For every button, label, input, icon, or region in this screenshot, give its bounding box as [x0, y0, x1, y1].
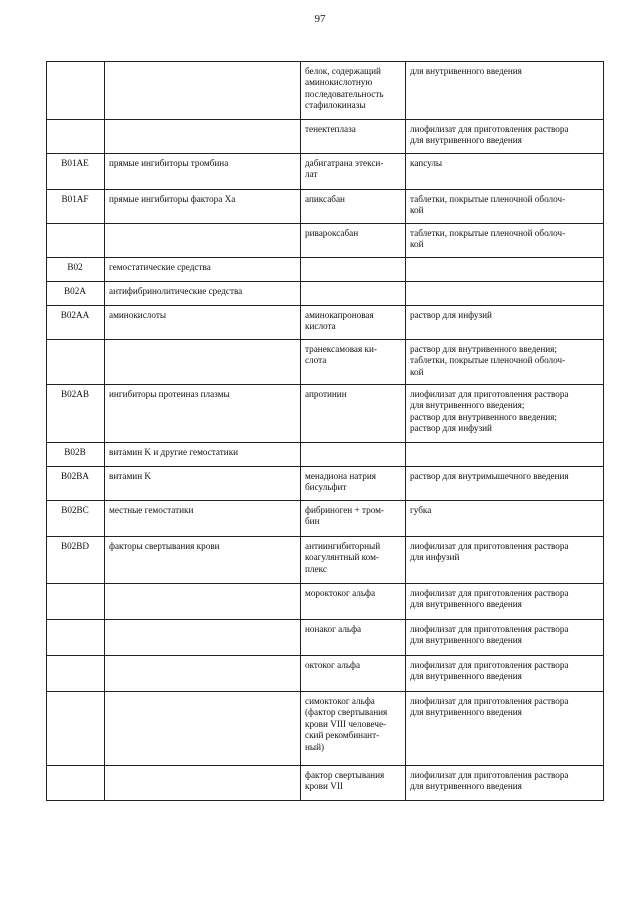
atc-group-cell: прямые ингибиторы тромбина	[105, 154, 301, 190]
dosage-form-cell: лиофилизат для приготовления раствора для внутривенного введения	[406, 656, 604, 692]
atc-group-cell	[105, 584, 301, 620]
table-row	[47, 692, 604, 766]
substance-cell: тенектеплаза	[301, 120, 406, 154]
table-row	[47, 766, 604, 801]
substance-cell: фибриноген + тром- бин	[301, 501, 406, 537]
dosage-form-cell	[406, 282, 604, 306]
atc-code-cell: B02A	[47, 282, 105, 306]
substance-cell: фактор свертывания крови VII	[301, 766, 406, 801]
table-row	[47, 385, 604, 443]
dosage-form-cell: губка	[406, 501, 604, 537]
substance-cell: белок, содержащий аминокислотную последовательность стафилокиназы	[301, 62, 406, 120]
atc-code-cell	[47, 656, 105, 692]
atc-group-cell	[105, 692, 301, 766]
atc-group-cell	[105, 224, 301, 258]
dosage-form-cell: лиофилизат для приготовления раствора для внутривенного введения	[406, 620, 604, 656]
page-number: 97	[314, 13, 326, 25]
atc-group-cell: гемостатические средства	[105, 258, 301, 282]
atc-group-cell	[105, 120, 301, 154]
atc-code-cell	[47, 62, 105, 120]
substance-cell: антиингибиторный коагулянтный ком- плекс	[301, 537, 406, 584]
dosage-form-cell: лиофилизат для приготовления раствора для внутривенного введения	[406, 584, 604, 620]
atc-code-cell: B02BD	[47, 537, 105, 584]
dosage-form-cell: таблетки, покрытые пленочной оболоч- кой	[406, 190, 604, 224]
atc-group-cell: прямые ингибиторы фактора Xa	[105, 190, 301, 224]
atc-code-cell: B02B	[47, 443, 105, 467]
atc-code-cell: B02	[47, 258, 105, 282]
table-row	[47, 537, 604, 584]
atc-code-cell: B02AB	[47, 385, 105, 443]
dosage-form-cell: лиофилизат для приготовления раствора для внутривенного введения; раствор для внутривенного введения; раствор для инфузий	[406, 385, 604, 443]
substance-cell	[301, 258, 406, 282]
dosage-form-cell: лиофилизат для приготовления раствора для внутривенного введения	[406, 766, 604, 801]
atc-group-cell	[105, 340, 301, 385]
substance-cell: апротинин	[301, 385, 406, 443]
atc-group-cell	[105, 656, 301, 692]
atc-code-cell: B01AF	[47, 190, 105, 224]
atc-group-cell: витамин K и другие гемостатики	[105, 443, 301, 467]
drug-table	[46, 61, 604, 801]
table-row	[47, 190, 604, 224]
table-row	[47, 306, 604, 340]
dosage-form-cell: таблетки, покрытые пленочной оболоч- кой	[406, 224, 604, 258]
dosage-form-cell: раствор для внутривенного введения; таблетки, покрытые пленочной оболоч- кой	[406, 340, 604, 385]
table-row	[47, 443, 604, 467]
substance-cell: дабигатрана этекси- лат	[301, 154, 406, 190]
dosage-form-cell: лиофилизат для приготовления раствора для внутривенного введения	[406, 120, 604, 154]
table-row	[47, 620, 604, 656]
table-row	[47, 501, 604, 537]
dosage-form-cell: лиофилизат для приготовления раствора для инфузий	[406, 537, 604, 584]
atc-group-cell	[105, 766, 301, 801]
substance-cell: ривароксабан	[301, 224, 406, 258]
substance-cell: октоког альфа	[301, 656, 406, 692]
atc-code-cell	[47, 692, 105, 766]
dosage-form-cell: капсулы	[406, 154, 604, 190]
atc-group-cell: антифибринолитические средства	[105, 282, 301, 306]
table-row	[47, 282, 604, 306]
atc-code-cell	[47, 120, 105, 154]
atc-code-cell	[47, 340, 105, 385]
table-row	[47, 154, 604, 190]
substance-cell: апиксабан	[301, 190, 406, 224]
atc-group-cell	[105, 62, 301, 120]
dosage-form-cell: раствор для инфузий	[406, 306, 604, 340]
substance-cell: мороктоког альфа	[301, 584, 406, 620]
dosage-form-cell: раствор для внутримышечного введения	[406, 467, 604, 501]
dosage-form-cell	[406, 443, 604, 467]
atc-code-cell: B02BA	[47, 467, 105, 501]
substance-cell	[301, 443, 406, 467]
atc-group-cell: ингибиторы протеиназ плазмы	[105, 385, 301, 443]
atc-group-cell: витамин K	[105, 467, 301, 501]
atc-code-cell: B02BC	[47, 501, 105, 537]
atc-code-cell	[47, 584, 105, 620]
table-row	[47, 584, 604, 620]
table-row	[47, 340, 604, 385]
substance-cell: менадиона натрия бисульфит	[301, 467, 406, 501]
substance-cell: нонаког альфа	[301, 620, 406, 656]
table-row	[47, 258, 604, 282]
substance-cell: аминокапроновая кислота	[301, 306, 406, 340]
atc-group-cell	[105, 620, 301, 656]
substance-cell: симоктоког альфа (фактор свертывания крови VIII человече- ский рекомбинант- ный)	[301, 692, 406, 766]
table-row	[47, 656, 604, 692]
table-row	[47, 120, 604, 154]
dosage-form-cell	[406, 258, 604, 282]
drug-table-body	[47, 62, 604, 801]
table-row	[47, 224, 604, 258]
atc-code-cell: B02AA	[47, 306, 105, 340]
atc-code-cell: B01AE	[47, 154, 105, 190]
dosage-form-cell: для внутривенного введения	[406, 62, 604, 120]
substance-cell	[301, 282, 406, 306]
table-row	[47, 467, 604, 501]
table-row	[47, 62, 604, 120]
atc-code-cell	[47, 620, 105, 656]
atc-code-cell	[47, 766, 105, 801]
substance-cell: транексамовая ки- слота	[301, 340, 406, 385]
dosage-form-cell: лиофилизат для приготовления раствора для внутривенного введения	[406, 692, 604, 766]
atc-group-cell: факторы свертывания крови	[105, 537, 301, 584]
atc-group-cell: аминокислоты	[105, 306, 301, 340]
atc-code-cell	[47, 224, 105, 258]
atc-group-cell: местные гемостатики	[105, 501, 301, 537]
